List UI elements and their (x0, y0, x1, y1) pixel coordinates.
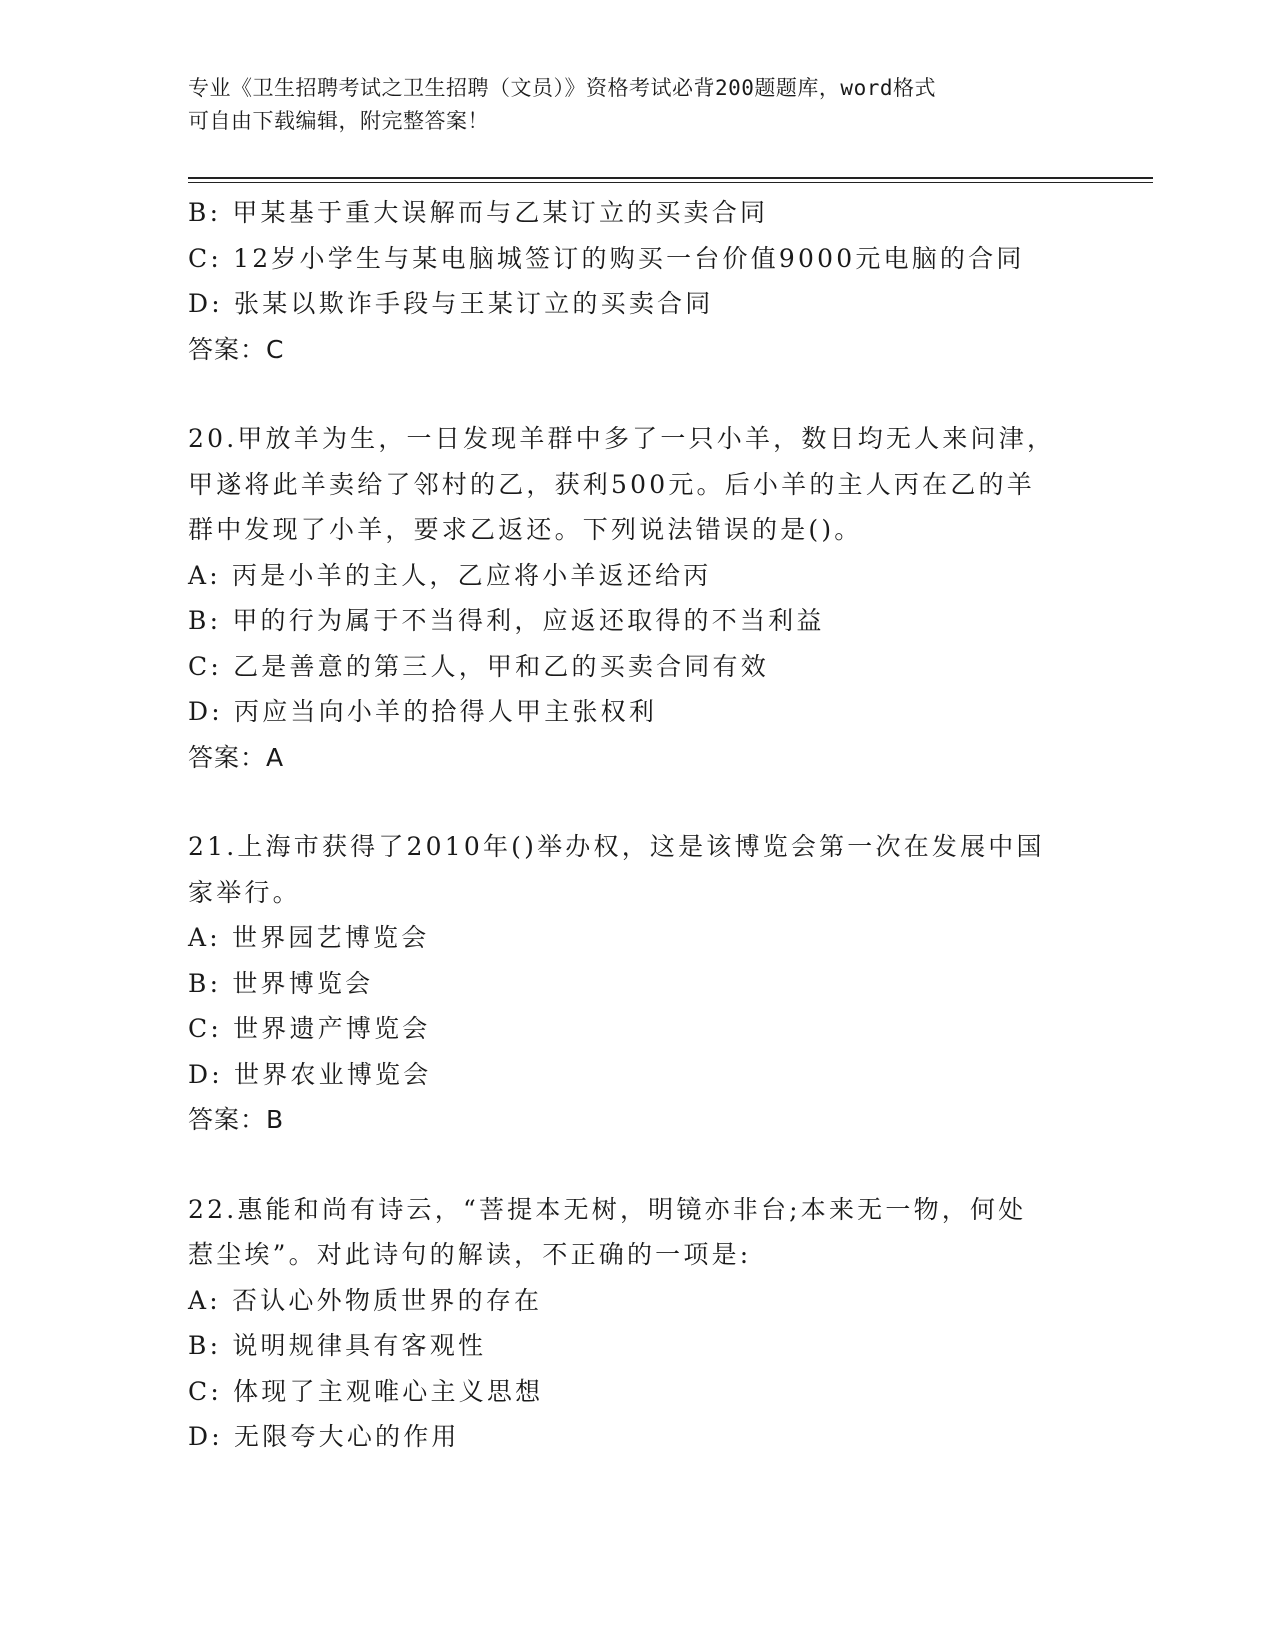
option-a: A: 丙是小羊的主人，乙应将小羊返还给丙 (188, 560, 712, 590)
option-c: C: 乙是善意的第三人，甲和乙的买卖合同有效 (188, 651, 769, 681)
option-d: D: 丙应当向小羊的拾得人甲主张权利 (188, 697, 658, 726)
answer-label: 答案：B (188, 1105, 285, 1134)
document-header (188, 72, 1068, 138)
question-22 (188, 1187, 1068, 1460)
option-a: A: 否认心外物质世界的存在 (188, 1285, 543, 1315)
answer-label: 答案：A (188, 742, 285, 772)
option-c: C: 世界遗产博览会 (188, 1014, 431, 1043)
question-stem: 22.惠能和尚有诗云，“菩提本无树，明镜亦非台;本来无一物，何处 (188, 1194, 1027, 1224)
header-divider-thick (188, 177, 1153, 179)
question-stem: 21.上海市获得了2010年()举办权，这是该博览会第一次在发展中国 (188, 832, 1045, 861)
option-a: A: 世界园艺博览会 (188, 923, 430, 952)
spacer (188, 1143, 1068, 1187)
option-c: C: 体现了主观唯心主义思想 (188, 1376, 544, 1406)
option-b: B: 说明规律具有客观性 (188, 1331, 487, 1360)
header-line-1: 专业《卫生招聘考试之卫生招聘（文员）》资格考试必背200题题库，word格式 (188, 76, 936, 100)
question-stem: 群中发现了小羊，要求乙返还。下列说法错误的是()。 (188, 515, 863, 544)
spacer (188, 780, 1068, 824)
question-list (188, 190, 1068, 1460)
header-divider-thin (188, 182, 1153, 183)
answer-label: 答案：C (188, 334, 285, 364)
question-19 (188, 190, 1068, 372)
question-stem: 20.甲放羊为生，一日发现羊群中多了一只小羊，数日均无人来问津， (188, 424, 1056, 453)
option-b: B: 甲某基于重大误解而与乙某订立的买卖合同 (188, 198, 769, 227)
question-20 (188, 416, 1068, 780)
option-b: B: 世界博览会 (188, 968, 374, 998)
question-stem: 甲遂将此羊卖给了邻村的乙，获利500元。后小羊的主人丙在乙的羊 (188, 469, 1035, 499)
header-line-2: 可自由下载编辑，附完整答案！ (188, 109, 489, 133)
option-d: D: 张某以欺诈手段与王某订立的买卖合同 (188, 289, 714, 318)
question-stem: 家举行。 (188, 877, 301, 907)
question-stem: 惹尘埃”。对此诗句的解读，不正确的一项是: (188, 1240, 752, 1269)
option-d: D: 世界农业博览会 (188, 1059, 432, 1089)
spacer (188, 372, 1068, 416)
option-b: B: 甲的行为属于不当得利，应返还取得的不当利益 (188, 606, 825, 635)
option-c: C: 12岁小学生与某电脑城签订的购买一台价值9000元电脑的合同 (188, 243, 1025, 273)
question-21 (188, 824, 1068, 1143)
option-d: D: 无限夸大心的作用 (188, 1422, 460, 1451)
